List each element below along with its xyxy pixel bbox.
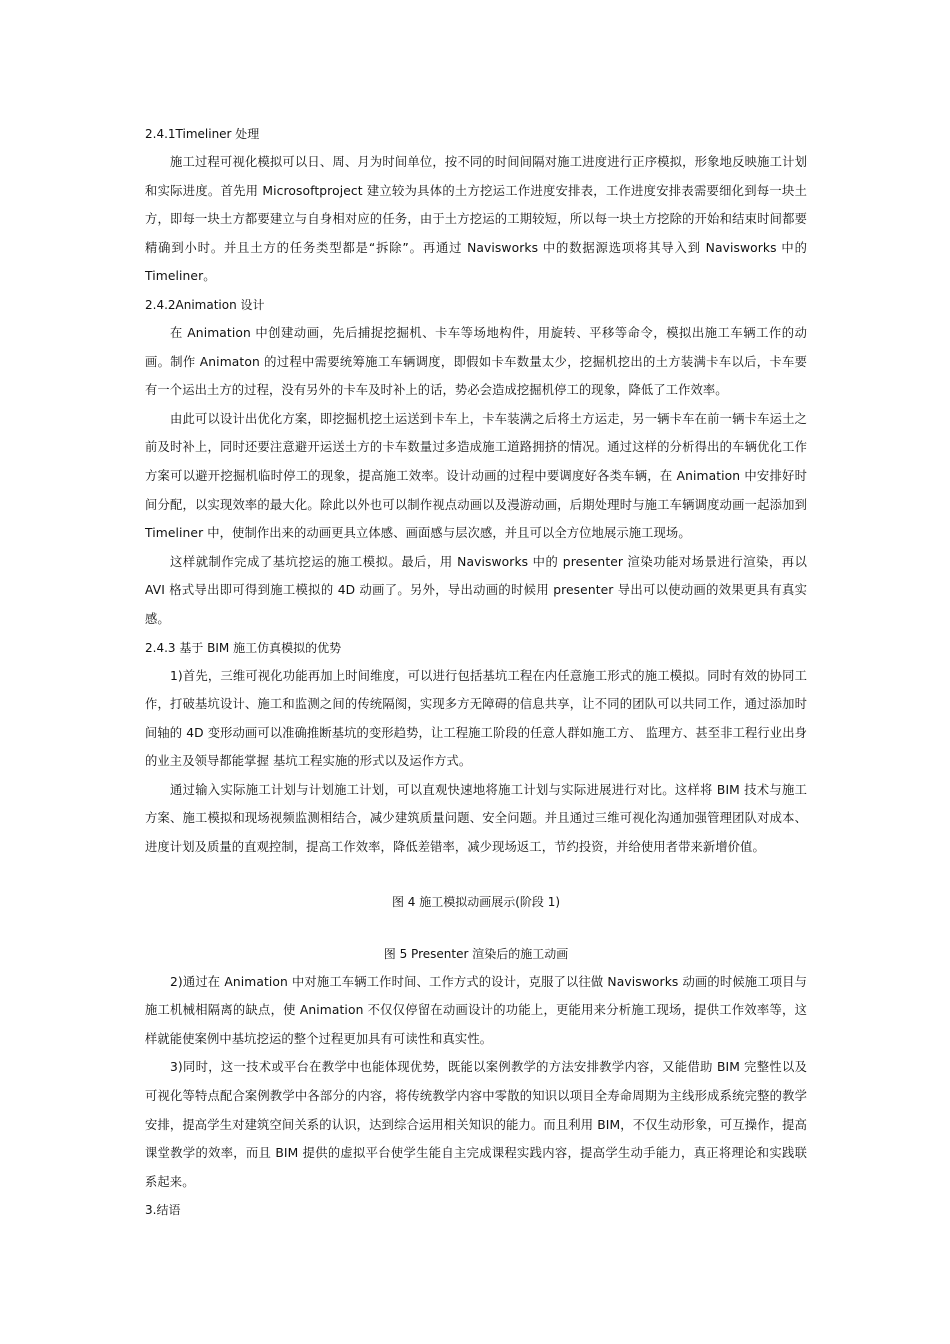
figure-caption-5: 图 5 Presenter 渲染后的施工动画 [383,946,569,961]
figure-caption-4: 图 4 施工模拟动画展示(阶段 1) [391,894,561,909]
section-heading-2-4-1: 2.4.1Timeliner 处理 [145,127,260,141]
paragraph: 1)首先，三维可视化功能再加上时间维度，可以进行包括基坑工程在内任意施工形式的施工模拟。同时有效的协同工作，打破基坑设计、施工和监测之间的传统隔阂，实现多方无障碍的信息共享，让不同的团队可以共同工作，通过添加时间轴的 4D 变形动画可以准确推断基坑的变形趋势，让工程施工阶段的任意人群如施工方、 监理方、甚至非工程行业出身的业主及领导都能掌握 基坑工程实施的形式以及运作方式。 [145,668,807,769]
paragraph: 通过输入实际施工计划与计划施工计划，可以直观快速地将施工计划与实际进展进行对比。这样将 BIM 技术与施工方案、施工模拟和现场视频监测相结合，减少建筑质量问题、安全问题。并且通过三维可视化沟通加强管理团队对成本、进度计划及质量的直观控制，提高工作效率，降低差错率，减少现场返工，节约投资，并给使用者带来新增价值。 [145,782,807,855]
paragraph: 在 Animation 中创建动画，先后捕捉挖掘机、卡车等场地构件，用旋转、平移等命令，模拟出施工车辆工作的动画。制作 Animaton 的过程中需要统筹施工车辆调度，即假如卡车数量太少，挖掘机挖出的土方装满卡车以后，卡车要有一个运出土方的过程，没有另外的卡车及时补上的话，势必会造成挖掘机停工的现象，降低了工作效率。 [145,325,807,398]
section-heading-conclusion: 3.结语 [145,1203,181,1218]
document-page [145,120,807,1224]
paragraph: 2)通过在 Animation 中对施工车辆工作时间、工作方式的设计，克服了以往做 Navisworks 动画的时候施工项目与施工机械相隔离的缺点，使 Animation 不仅仅停留在动画设计的功能上，更能用来分析施工现场，提供工作效率等，这样就能使案例中基坑挖运的整个过程更加具有可读性和真实性。 [145,974,807,1046]
section-heading-2-4-3: 2.4.3 基于 BIM 施工仿真模拟的优势 [145,640,342,655]
paragraph: 3)同时，这一技术或平台在教学中也能体现优势，既能以案例教学的方法安排教学内容，又能借助 BIM 完整性以及可视化等特点配合案例教学中各部分的内容，将传统教学内容中零散的知识以项目全寿命周期为主线形成系统完整的教学安排，提高学生对建筑空间关系的认识，达到综合运用相关知识的能力。而且利用 BIM，不仅生动形象，可互操作，提高课堂教学的效率，而且 BIM 提供的虚拟平台使学生能自主完成课程实践内容，提高学生动手能力，真正将理论和实践联系起来。 [145,1060,807,1189]
paragraph: 施工过程可视化模拟可以日、周、月为时间单位，按不同的时间间隔对施工进度进行正序模拟，形象地反映施工计划和实际进度。首先用 Microsoftproject 建立较为具体的土方挖运工作进度安排表，工作进度安排表需要细化到每一块土方，即每一块土方都要建立与自身相对应的任务，由于土方挖运的工期较短，所以每一块土方挖除的开始和结束时间都要精确到小时。并且土方的任务类型都是“拆除”。再通过 Navisworks 中的数据源选项将其导入到 Navisworks 中的 Timeliner。 [145,155,807,284]
section-heading-2-4-2: 2.4.2Animation 设计 [145,297,265,312]
paragraph: 由此可以设计出优化方案，即挖掘机挖土运送到卡车上，卡车装满之后将土方运走，另一辆卡车在前一辆卡车运土之前及时补上，同时还要注意避开运送土方的卡车数量过多造成施工道路拥挤的情况。通过这样的分析得出的车辆优化工作方案可以避开挖掘机临时停工的现象，提高施工效率。设计动画的过程中要调度好各类车辆，在 Animation 中安排好时间分配，以实现效率的最大化。除此以外也可以制作视点动画以及漫游动画，后期处理时与施工车辆调度动画一起添加到 Timeliner 中，使制作出来的动画更具立体感、画面感与层次感，并且可以全方位地展示施工现场。 [145,411,807,541]
figure-placeholder-gap [145,916,807,940]
figure-placeholder-gap [145,862,807,888]
paragraph: 这样就制作完成了基坑挖运的施工模拟。最后，用 Navisworks 中的 presenter 渲染功能对场景进行渲染，再以 AVI 格式导出即可得到施工模拟的 4D 动画了。另外，导出动画的时候用 presenter 导出可以使动画的效果更具有真实感。 [145,554,807,626]
